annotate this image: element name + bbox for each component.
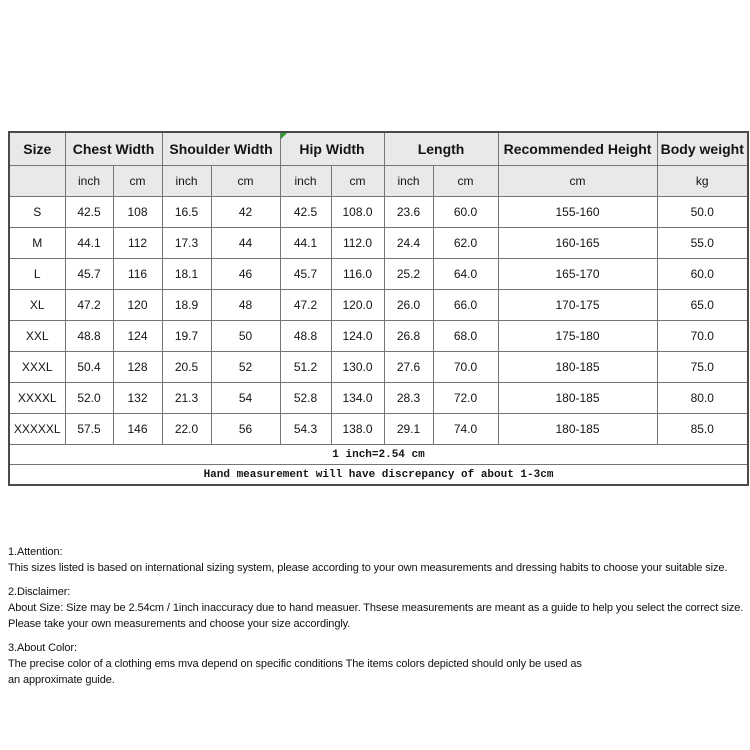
cell-height: 180-185 <box>498 414 657 445</box>
cell-length-inch: 29.1 <box>384 414 433 445</box>
note-attention-line: This sizes listed is based on international sizing system, please according to your own measurements and dressing habits to choose your suitable size. <box>8 562 728 574</box>
cell-length-inch: 28.3 <box>384 383 433 414</box>
header-hip-width <box>280 132 384 166</box>
cell-shoulder-cm: 44 <box>211 228 280 259</box>
header-shoulder-width: Shoulder Width <box>162 132 280 166</box>
header-size: Size <box>9 132 65 166</box>
cell-shoulder-inch: 17.3 <box>162 228 211 259</box>
cell-chest-cm: 132 <box>113 383 162 414</box>
cell-chest-inch: 50.4 <box>65 352 113 383</box>
footnote-hand-measurement: Hand measurement will have discrepancy of about 1-3cm <box>9 465 748 486</box>
cell-chest-inch: 52.0 <box>65 383 113 414</box>
cell-chest-inch: 57.5 <box>65 414 113 445</box>
cell-chest-cm: 108 <box>113 197 162 228</box>
size-table-footnotes <box>9 445 748 486</box>
cell-length-inch: 27.6 <box>384 352 433 383</box>
header-body-weight: Body weight <box>657 132 748 166</box>
footnote-row-inch-conversion <box>9 445 748 465</box>
cell-shoulder-cm: 56 <box>211 414 280 445</box>
cell-height: 180-185 <box>498 352 657 383</box>
cell-hip-cm: 116.0 <box>331 259 384 290</box>
cell-height: 170-175 <box>498 290 657 321</box>
note-disclaimer <box>8 584 746 632</box>
cell-shoulder-cm: 52 <box>211 352 280 383</box>
size-table-body <box>9 197 748 445</box>
table-row <box>9 414 748 445</box>
table-row <box>9 197 748 228</box>
cell-length-cm: 62.0 <box>433 228 498 259</box>
note-about-color-line: an approximate guide. <box>8 674 115 686</box>
unit-height-cm: cm <box>498 166 657 197</box>
cell-shoulder-inch: 19.7 <box>162 321 211 352</box>
table-row <box>9 259 748 290</box>
header-length: Length <box>384 132 498 166</box>
cell-hip-inch: 42.5 <box>280 197 331 228</box>
cell-chest-inch: 45.7 <box>65 259 113 290</box>
cell-chest-cm: 124 <box>113 321 162 352</box>
note-about-color-line: The precise color of a clothing ems mva depend on specific conditions The items colors depicted should only be used as <box>8 658 582 670</box>
unit-hip-inch: inch <box>280 166 331 197</box>
unit-length-inch: inch <box>384 166 433 197</box>
cell-weight: 75.0 <box>657 352 748 383</box>
cell-weight: 65.0 <box>657 290 748 321</box>
cell-chest-inch: 48.8 <box>65 321 113 352</box>
cell-hip-cm: 134.0 <box>331 383 384 414</box>
cell-hip-cm: 112.0 <box>331 228 384 259</box>
cell-chest-inch: 42.5 <box>65 197 113 228</box>
cell-size: M <box>9 228 65 259</box>
cell-hip-cm: 124.0 <box>331 321 384 352</box>
cell-weight: 85.0 <box>657 414 748 445</box>
unit-chest-inch: inch <box>65 166 113 197</box>
cell-chest-inch: 44.1 <box>65 228 113 259</box>
cell-length-cm: 68.0 <box>433 321 498 352</box>
cell-shoulder-inch: 18.9 <box>162 290 211 321</box>
note-disclaimer-line: Please take your own measurements and choose your size accordingly. <box>8 618 351 630</box>
table-row <box>9 321 748 352</box>
cell-hip-inch: 44.1 <box>280 228 331 259</box>
table-row <box>9 290 748 321</box>
cell-weight: 60.0 <box>657 259 748 290</box>
cell-length-inch: 25.2 <box>384 259 433 290</box>
cell-length-cm: 74.0 <box>433 414 498 445</box>
cell-size: XXXL <box>9 352 65 383</box>
cell-weight: 55.0 <box>657 228 748 259</box>
cell-shoulder-cm: 46 <box>211 259 280 290</box>
note-about-color <box>8 640 746 688</box>
table-row <box>9 352 748 383</box>
cell-hip-cm: 108.0 <box>331 197 384 228</box>
cell-size: XL <box>9 290 65 321</box>
unit-length-cm: cm <box>433 166 498 197</box>
table-group-header-row <box>9 132 748 166</box>
cell-shoulder-cm: 42 <box>211 197 280 228</box>
header-chest-width: Chest Width <box>65 132 162 166</box>
cell-shoulder-cm: 50 <box>211 321 280 352</box>
cell-length-cm: 66.0 <box>433 290 498 321</box>
note-about-color-title: 3.About Color: <box>8 642 77 654</box>
cell-shoulder-inch: 20.5 <box>162 352 211 383</box>
cell-hip-inch: 48.8 <box>280 321 331 352</box>
size-chart-table <box>8 131 749 486</box>
table-unit-header-row <box>9 166 748 197</box>
note-attention-title: 1.Attention: <box>8 546 63 558</box>
note-disclaimer-title: 2.Disclaimer: <box>8 586 71 598</box>
cell-length-inch: 26.8 <box>384 321 433 352</box>
header-hip-width-label: Hip Width <box>299 141 365 157</box>
cell-size: XXXXL <box>9 383 65 414</box>
cell-hip-inch: 52.8 <box>280 383 331 414</box>
cell-size: L <box>9 259 65 290</box>
cell-hip-inch: 45.7 <box>280 259 331 290</box>
cell-hip-inch: 47.2 <box>280 290 331 321</box>
note-attention <box>8 544 746 576</box>
footnote-inch-conversion: 1 inch=2.54 cm <box>9 445 748 465</box>
notes-section <box>8 544 746 688</box>
unit-chest-cm: cm <box>113 166 162 197</box>
cell-height: 155-160 <box>498 197 657 228</box>
cell-shoulder-inch: 16.5 <box>162 197 211 228</box>
cell-corner-marker-icon <box>281 133 287 139</box>
unit-size-empty <box>9 166 65 197</box>
table-row <box>9 383 748 414</box>
unit-weight-kg: kg <box>657 166 748 197</box>
note-disclaimer-line: About Size: Size may be 2.54cm / 1inch inaccuracy due to hand measuer. Thsese measurements are meant as a guide to help you select the correct size. <box>8 602 744 614</box>
cell-size: S <box>9 197 65 228</box>
cell-hip-cm: 130.0 <box>331 352 384 383</box>
table-row <box>9 228 748 259</box>
cell-chest-cm: 116 <box>113 259 162 290</box>
cell-hip-inch: 54.3 <box>280 414 331 445</box>
cell-chest-cm: 112 <box>113 228 162 259</box>
cell-length-cm: 72.0 <box>433 383 498 414</box>
cell-length-cm: 64.0 <box>433 259 498 290</box>
cell-hip-cm: 120.0 <box>331 290 384 321</box>
cell-hip-cm: 138.0 <box>331 414 384 445</box>
header-recommended-height: Recommended Height <box>498 132 657 166</box>
cell-shoulder-cm: 54 <box>211 383 280 414</box>
unit-shoulder-cm: cm <box>211 166 280 197</box>
cell-length-cm: 70.0 <box>433 352 498 383</box>
cell-length-inch: 23.6 <box>384 197 433 228</box>
cell-length-inch: 26.0 <box>384 290 433 321</box>
cell-weight: 80.0 <box>657 383 748 414</box>
cell-height: 160-165 <box>498 228 657 259</box>
cell-height: 175-180 <box>498 321 657 352</box>
cell-shoulder-cm: 48 <box>211 290 280 321</box>
cell-shoulder-inch: 22.0 <box>162 414 211 445</box>
cell-chest-cm: 128 <box>113 352 162 383</box>
cell-chest-cm: 146 <box>113 414 162 445</box>
unit-shoulder-inch: inch <box>162 166 211 197</box>
cell-chest-cm: 120 <box>113 290 162 321</box>
footnote-row-hand-measurement <box>9 465 748 486</box>
cell-chest-inch: 47.2 <box>65 290 113 321</box>
cell-weight: 50.0 <box>657 197 748 228</box>
cell-shoulder-inch: 18.1 <box>162 259 211 290</box>
unit-hip-cm: cm <box>331 166 384 197</box>
cell-length-inch: 24.4 <box>384 228 433 259</box>
cell-hip-inch: 51.2 <box>280 352 331 383</box>
cell-height: 180-185 <box>498 383 657 414</box>
cell-shoulder-inch: 21.3 <box>162 383 211 414</box>
cell-weight: 70.0 <box>657 321 748 352</box>
cell-size: XXL <box>9 321 65 352</box>
cell-size: XXXXXL <box>9 414 65 445</box>
cell-length-cm: 60.0 <box>433 197 498 228</box>
cell-height: 165-170 <box>498 259 657 290</box>
